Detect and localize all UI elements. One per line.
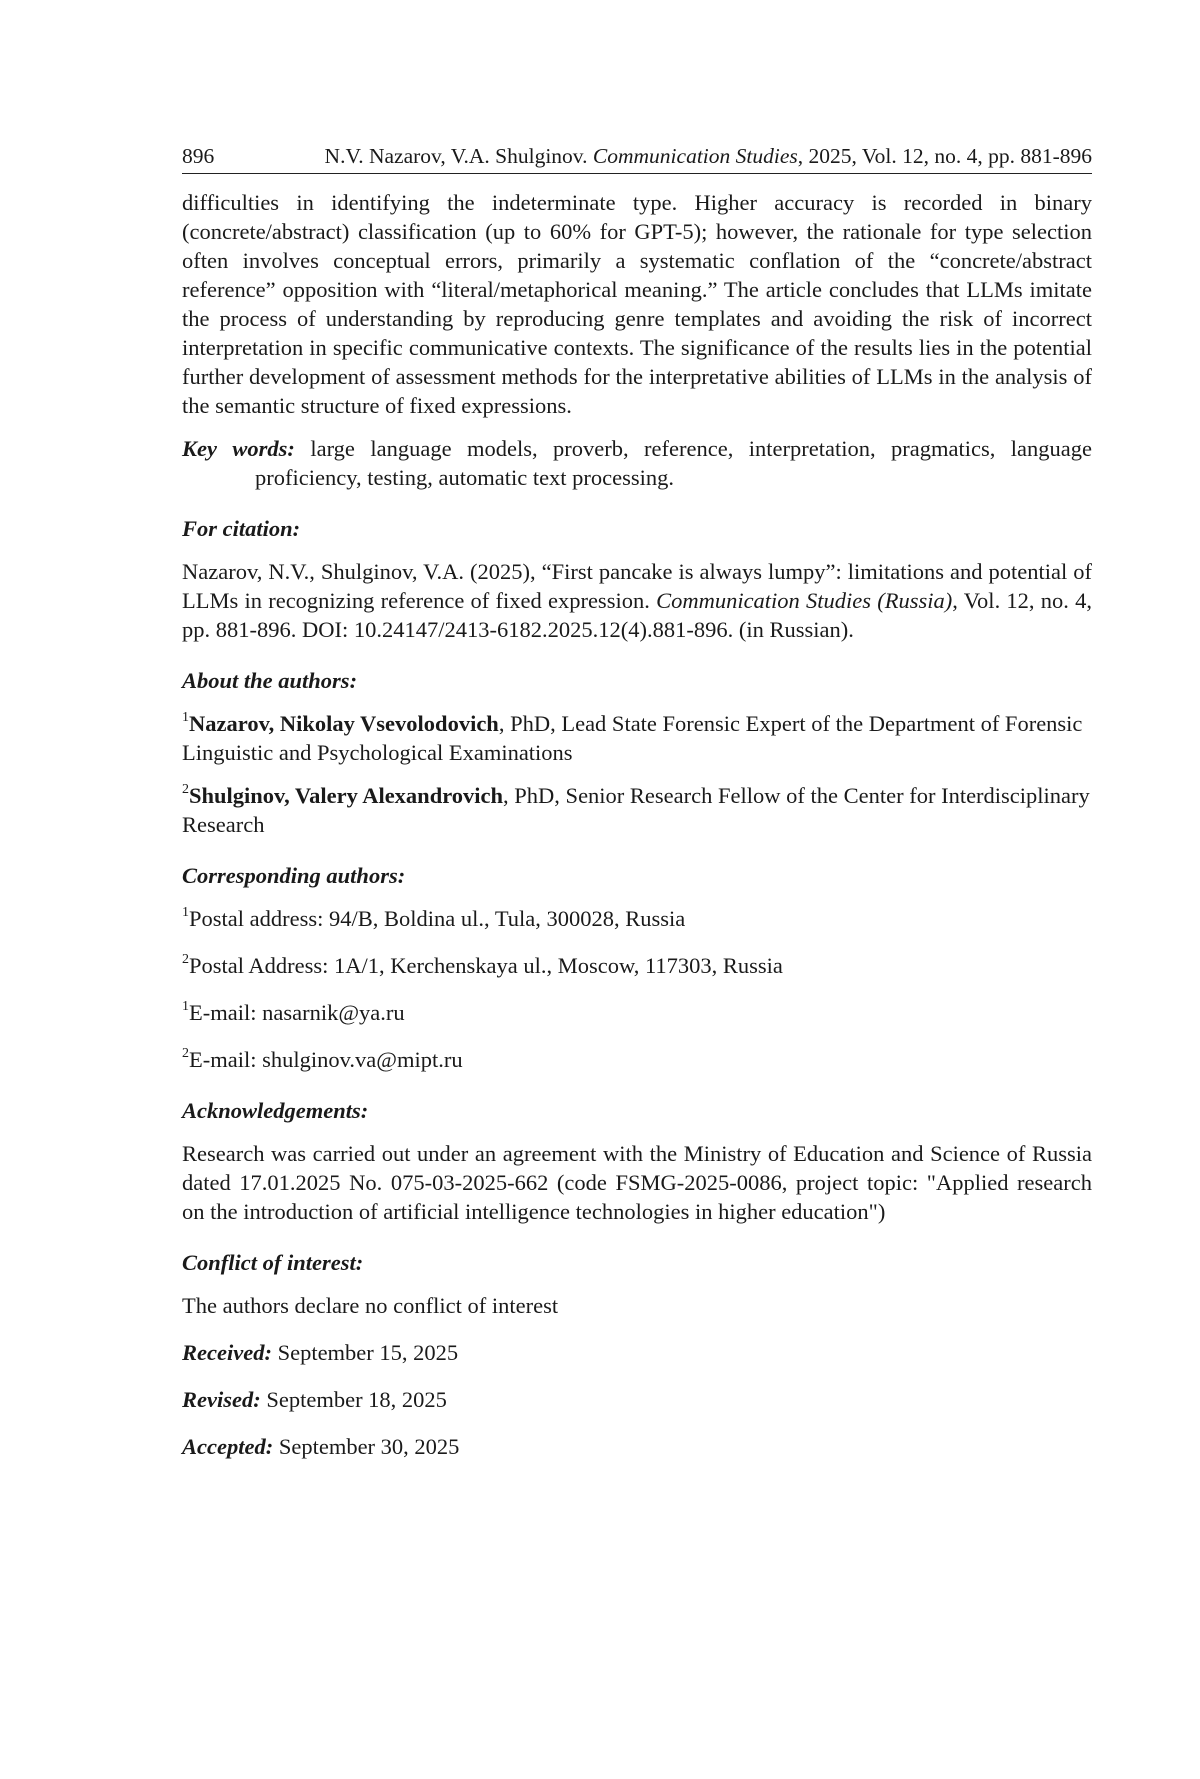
acknowledgements-label: Acknowledgements: <box>182 1098 369 1123</box>
conflict-text: The authors declare no conflict of interest <box>182 1293 559 1318</box>
email-1-sup: 1 <box>182 998 189 1014</box>
email-2-sup: 2 <box>182 1045 189 1061</box>
postal-2-text: Postal Address: 1A/1, Kerchenskaya ul., Moscow, 117303, Russia <box>189 953 783 978</box>
email-2 <box>182 1045 1092 1074</box>
author-1-sup: 1 <box>182 709 189 725</box>
about-authors-label: About the authors: <box>182 668 358 693</box>
citation-text <box>182 557 1092 644</box>
abstract-continuation: difficulties in identifying the indeterminate type. Higher accuracy is recorded in binary (concrete/abstract) classification (up to 60% for GPT-5); however, the rationale for type selection often involves conceptual errors, primarily a systematic conflation of the “concrete/abstract reference” opposition with “literal/metaphorical meaning.” The article concludes that LLMs imitate the process of understanding by reproducing genre templates and avoiding the risk of incorrect interpretation in specific communicative contexts. The significance of the results lies in the potential further development of assessment methods for the interpretative abilities of LLMs in the analysis of the semantic structure of fixed expressions. <box>182 190 1092 418</box>
author-1 <box>182 709 1092 767</box>
author-2-sup: 2 <box>182 781 189 797</box>
author-2-name: Shulginov, Valery Alexandrovich <box>189 783 504 808</box>
keywords-label: Key words: <box>182 436 295 461</box>
header-details: , 2025, Vol. 12, no. 4, pp. 881-896 <box>797 144 1092 168</box>
received-label: Received: <box>182 1340 272 1365</box>
running-header <box>182 143 1092 174</box>
author-2-details: , PhD, Senior Research Fellow of the Center for Interdisciplinary Research <box>182 783 1090 837</box>
postal-address-1 <box>182 904 1092 933</box>
author-2 <box>182 781 1092 839</box>
email-1-text: E-mail: nasarnik@ya.ru <box>189 1000 405 1025</box>
author-1-name: Nazarov, Nikolay Vsevolodovich <box>189 711 499 736</box>
postal-1-sup: 1 <box>182 904 189 920</box>
keywords <box>182 434 1092 492</box>
author-1-details: , PhD, Lead State Forensic Expert of the Department of Forensic Linguistic and Psychological Examinations <box>182 711 1083 765</box>
citation-text-after: , Vol. 12, no. 4, pp. 881-896. DOI: 10.24147/2413-6182.2025.12(4).881-896. (in Russian). <box>182 588 1093 642</box>
page-number: 896 <box>182 144 215 168</box>
citation-journal: Communication Studies (Russia) <box>656 588 953 613</box>
revised-line <box>182 1385 1092 1414</box>
received-date: September 15, 2025 <box>277 1340 459 1365</box>
conflict-label: Conflict of interest: <box>182 1250 364 1275</box>
revised-date: September 18, 2025 <box>266 1387 447 1412</box>
received-line <box>182 1338 1092 1367</box>
email-1 <box>182 998 1092 1027</box>
postal-1-text: Postal address: 94/B, Boldina ul., Tula, 300028, Russia <box>189 906 686 931</box>
accepted-date: September 30, 2025 <box>278 1434 460 1459</box>
accepted-label: Accepted: <box>182 1434 274 1459</box>
article-body <box>182 188 1092 1461</box>
citation-label: For citation: <box>182 516 301 541</box>
revised-label: Revised: <box>182 1387 261 1412</box>
citation-text-before: Nazarov, N.V., Shulginov, V.A. (2025), “First pancake is always lumpy”: limitations and potential of LLMs in recognizing reference of fixed expression. <box>182 559 1092 613</box>
acknowledgements-text: Research was carried out under an agreement with the Ministry of Education and Science of Russia dated 17.01.2025 No. 075-03-2025-662 (code FSMG-2025-0086, project topic: "Applied research on the introduction of artificial intelligence technologies in higher education") <box>182 1141 1092 1224</box>
header-journal: Communication Studies <box>592 144 798 168</box>
corresponding-label: Corresponding authors: <box>182 863 406 888</box>
header-citation <box>325 143 1092 169</box>
postal-2-sup: 2 <box>182 951 189 967</box>
email-2-text: E-mail: shulginov.va@mipt.ru <box>189 1047 463 1072</box>
postal-address-2 <box>182 951 1092 980</box>
keywords-text: large language models, proverb, reference, interpretation, pragmatics, language proficiency, testing, automatic text processing. <box>255 436 1092 490</box>
header-authors: N.V. Nazarov, V.A. Shulginov. <box>324 144 588 168</box>
accepted-line <box>182 1432 1092 1461</box>
